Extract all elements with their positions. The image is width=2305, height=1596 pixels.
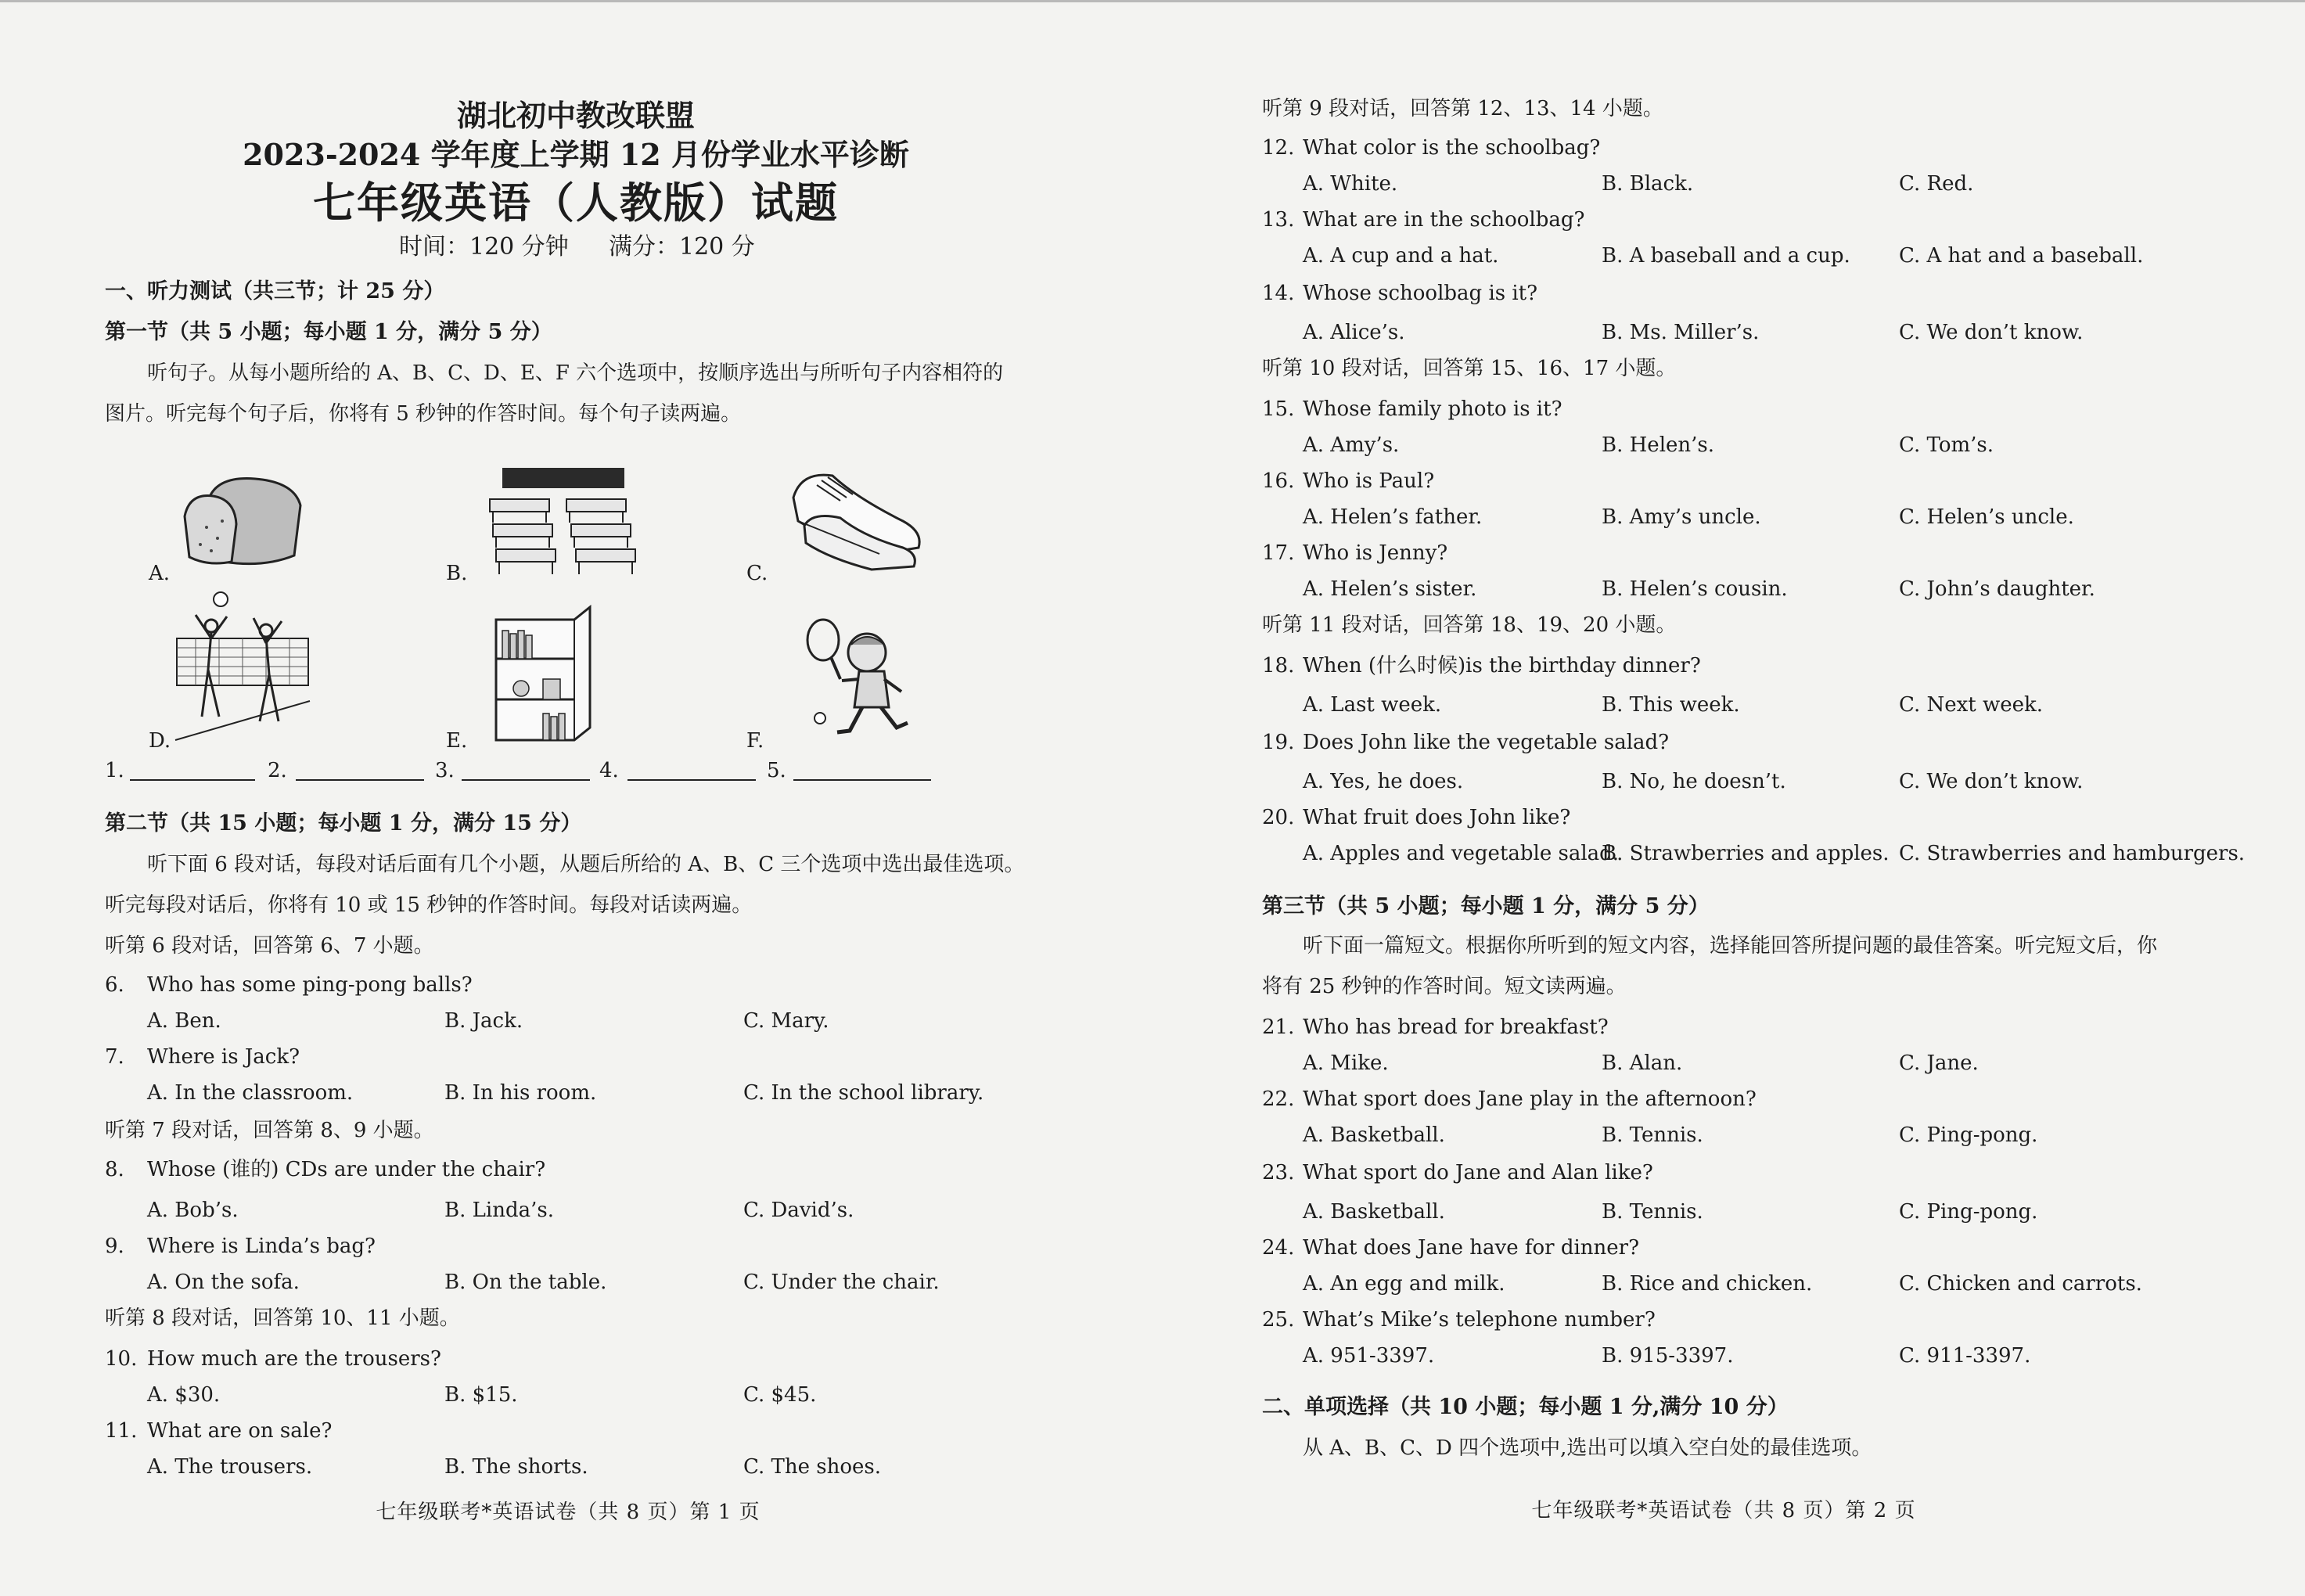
question-text: What color is the schoolbag? xyxy=(1303,136,1601,160)
option-c[interactable]: C. $45. xyxy=(743,1383,817,1407)
question-text: Does John like the vegetable salad? xyxy=(1303,731,1670,754)
question-text: What’s Mike’s telephone number? xyxy=(1303,1308,1656,1332)
tennis-player-icon xyxy=(800,613,917,746)
option-c[interactable]: C. Jane. xyxy=(1899,1051,1979,1075)
sneakers-icon xyxy=(786,466,926,573)
option-c[interactable]: C. Chicken and carrots. xyxy=(1899,1272,2142,1296)
option-a[interactable]: A. Ben. xyxy=(147,1009,221,1033)
option-b[interactable]: B. Linda’s. xyxy=(444,1199,554,1222)
option-b[interactable]: B. A baseball and a cup. xyxy=(1602,244,1850,268)
question-number: 11. xyxy=(105,1419,138,1443)
question-number: 6. xyxy=(105,973,124,997)
option-b[interactable]: B. $15. xyxy=(444,1383,518,1407)
option-a[interactable]: A. Yes, he does. xyxy=(1303,770,1464,793)
question-text: What fruit does John like? xyxy=(1303,806,1571,829)
page-footer: 七年级联考*英语试卷（共 8 页）第 2 页 xyxy=(1531,1499,1916,1522)
question-number: 21. xyxy=(1262,1015,1295,1039)
dialog11-intro: 听第 11 段对话，回答第 18、19、20 小题。 xyxy=(1262,613,1677,637)
question-text: Who is Jenny? xyxy=(1303,541,1448,565)
question-text: What are on sale? xyxy=(147,1419,333,1443)
answer-blank-5[interactable] xyxy=(793,779,931,781)
section3-instruction-cont: 将有 25 秒钟的作答时间。短文读两遍。 xyxy=(1262,975,1627,998)
option-a[interactable]: A. Basketball. xyxy=(1303,1123,1445,1147)
section2-instruction: 听下面 6 段对话，每段对话后面有几个小题，从题后所给的 A、B、C 三个选项中选出最佳选项。 xyxy=(147,853,1025,876)
volleyball-icon xyxy=(172,584,313,748)
answer-blank-4[interactable] xyxy=(627,779,756,781)
answer-blank-2[interactable] xyxy=(296,779,424,781)
option-c[interactable]: C. Helen’s uncle. xyxy=(1899,505,2074,529)
picture-label-f: F. xyxy=(746,729,764,753)
picture-label-d: D. xyxy=(149,729,171,753)
question-text: Who has some ping-pong balls? xyxy=(147,973,473,997)
question-number: 19. xyxy=(1262,731,1295,754)
question-text: Who has bread for breakfast? xyxy=(1303,1015,1609,1039)
question-number: 15. xyxy=(1262,397,1295,421)
option-c[interactable]: C. In the school library. xyxy=(743,1081,984,1105)
option-c[interactable]: C. Tom’s. xyxy=(1899,433,1994,457)
section3-heading: 第三节（共 5 小题；每小题 1 分，满分 5 分） xyxy=(1262,894,1710,918)
option-b[interactable]: B. Helen’s. xyxy=(1602,433,1715,457)
answer-blank-label-4: 4. xyxy=(599,759,619,782)
section2-heading: 第二节（共 15 小题；每小题 1 分，满分 15 分） xyxy=(105,811,582,836)
option-b[interactable]: B. Black. xyxy=(1602,172,1694,196)
question-number: 7. xyxy=(105,1045,124,1069)
option-b[interactable]: B. Tennis. xyxy=(1602,1200,1703,1224)
option-b[interactable]: B. Tennis. xyxy=(1602,1123,1703,1147)
bread-icon xyxy=(177,469,310,571)
section1-heading: 第一节（共 5 小题；每小题 1 分，满分 5 分） xyxy=(105,320,552,344)
option-c[interactable]: C. Red. xyxy=(1899,172,1974,196)
question-text: Who is Paul? xyxy=(1303,469,1435,493)
question-number: 13. xyxy=(1262,208,1295,232)
question-number: 20. xyxy=(1262,806,1295,829)
question-text: What are in the schoolbag? xyxy=(1303,208,1585,232)
question-number: 10. xyxy=(105,1347,138,1371)
question-text: Whose family photo is it? xyxy=(1303,397,1562,421)
question-text: When (什么时候)is the birthday dinner? xyxy=(1303,654,1701,678)
page-footer: 七年级联考*英语试卷（共 8 页）第 1 页 xyxy=(376,1501,761,1524)
question-text: What sport does Jane play in the afternoon? xyxy=(1303,1087,1757,1111)
exam-period-title: 2023-2024 学年度上学期 12 月份学业水平诊断 xyxy=(243,137,909,172)
question-text: What does Jane have for dinner? xyxy=(1303,1236,1640,1260)
dialog10-intro: 听第 10 段对话，回答第 15、16、17 小题。 xyxy=(1262,357,1677,380)
exam-page-2 xyxy=(1152,0,2305,1596)
question-text: Whose schoolbag is it? xyxy=(1303,282,1538,305)
exam-subject-title: 七年级英语（人教版）试题 xyxy=(313,178,839,228)
question-number: 25. xyxy=(1262,1308,1295,1332)
option-c[interactable]: C. Ping-pong. xyxy=(1899,1123,2038,1147)
question-text: How much are the trousers? xyxy=(147,1347,441,1371)
option-b[interactable]: B. Jack. xyxy=(444,1009,523,1033)
exam-full-score: 满分：120 分 xyxy=(609,233,755,261)
option-b[interactable]: B. Helen’s cousin. xyxy=(1602,577,1788,601)
section1-instruction: 听句子。从每小题所给的 A、B、C、D、E、F 六个选项中，按顺序选出与所听句子内容相符的 xyxy=(147,361,1004,385)
option-b[interactable]: B. On the table. xyxy=(444,1271,607,1294)
section1-instruction-cont: 图片。听完每个句子后，你将有 5 秒钟的作答时间。每个句子读两遍。 xyxy=(105,402,742,426)
question-number: 12. xyxy=(1262,136,1295,160)
answer-blank-label-1: 1. xyxy=(105,759,124,782)
option-a[interactable]: A. 951-3397. xyxy=(1303,1344,1435,1368)
answer-blank-1[interactable] xyxy=(130,779,255,781)
option-b[interactable]: B. No, he doesn’t. xyxy=(1602,770,1786,793)
part2-instruction: 从 A、B、C、D 四个选项中,选出可以填入空白处的最佳选项。 xyxy=(1303,1436,1872,1460)
option-c[interactable]: C. A hat and a baseball. xyxy=(1899,244,2144,268)
option-a[interactable]: A. The trousers. xyxy=(147,1455,313,1479)
option-c[interactable]: C. Next week. xyxy=(1899,693,2044,717)
question-number: 23. xyxy=(1262,1161,1295,1184)
option-b[interactable]: B. This week. xyxy=(1602,693,1740,717)
part2-heading: 二、单项选择（共 10 小题；每小题 1 分,满分 10 分） xyxy=(1262,1395,1789,1419)
section2-instruction-cont: 听完每段对话后，你将有 10 或 15 秒钟的作答时间。每段对话读两遍。 xyxy=(105,893,753,917)
option-c[interactable]: C. 911-3397. xyxy=(1899,1344,2031,1368)
exam-time: 时间：120 分钟 xyxy=(399,233,569,261)
alliance-title: 湖北初中教改联盟 xyxy=(456,98,696,133)
option-a[interactable]: A. Bob’s. xyxy=(147,1199,239,1222)
question-number: 9. xyxy=(105,1235,124,1258)
picture-label-b: B. xyxy=(446,562,468,585)
question-text: Where is Jack? xyxy=(147,1045,300,1069)
option-a[interactable]: A. Last week. xyxy=(1303,693,1442,717)
option-a[interactable]: A. Apples and vegetable salad. xyxy=(1303,842,1620,865)
question-text: What sport do Jane and Alan like? xyxy=(1303,1161,1653,1184)
dialog7-intro: 听第 7 段对话，回答第 8、9 小题。 xyxy=(105,1119,434,1142)
option-c[interactable]: C. The shoes. xyxy=(743,1455,881,1479)
question-number: 18. xyxy=(1262,654,1295,678)
option-b[interactable]: B. 915-3397. xyxy=(1602,1344,1734,1368)
option-c[interactable]: C. David’s. xyxy=(743,1199,854,1222)
option-a[interactable]: A. Helen’s father. xyxy=(1303,505,1483,529)
option-a[interactable]: A. Helen’s sister. xyxy=(1303,577,1477,601)
option-b[interactable]: B. Strawberries and apples. xyxy=(1602,842,1890,865)
option-a[interactable]: A. $30. xyxy=(147,1383,221,1407)
option-a[interactable]: A. Basketball. xyxy=(1303,1200,1445,1224)
answer-blank-label-3: 3. xyxy=(435,759,455,782)
answer-blank-label-2: 2. xyxy=(268,759,287,782)
option-b[interactable]: B. Rice and chicken. xyxy=(1602,1272,1813,1296)
option-b[interactable]: B. Ms. Miller’s. xyxy=(1602,321,1760,344)
question-text: Where is Linda’s bag? xyxy=(147,1235,376,1258)
section3-instruction: 听下面一篇短文。根据你所听到的短文内容，选择能回答所提问题的最佳答案。听完短文后，你 xyxy=(1303,934,2158,958)
option-c[interactable]: C. Under the chair. xyxy=(743,1271,940,1294)
dialog8-intro: 听第 8 段对话，回答第 10、11 小题。 xyxy=(105,1307,460,1330)
answer-blank-3[interactable] xyxy=(462,779,590,781)
question-number: 22. xyxy=(1262,1087,1295,1111)
question-number: 8. xyxy=(105,1158,124,1181)
option-a[interactable]: A. Alice’s. xyxy=(1303,321,1405,344)
picture-label-a: A. xyxy=(149,562,171,585)
option-a[interactable]: A. In the classroom. xyxy=(147,1081,354,1105)
question-number: 14. xyxy=(1262,282,1295,305)
option-c[interactable]: C. Mary. xyxy=(743,1009,829,1033)
option-a[interactable]: A. An egg and milk. xyxy=(1303,1272,1505,1296)
question-number: 16. xyxy=(1262,469,1295,493)
option-a[interactable]: A. A cup and a hat. xyxy=(1303,244,1499,268)
question-number: 17. xyxy=(1262,541,1295,565)
bookcase-icon xyxy=(488,604,598,745)
picture-label-c: C. xyxy=(746,562,768,585)
option-a[interactable]: A. Mike. xyxy=(1303,1051,1389,1075)
option-a[interactable]: A. Amy’s. xyxy=(1303,433,1400,457)
option-c[interactable]: C. John’s daughter. xyxy=(1899,577,2095,601)
option-c[interactable]: C. We don’t know. xyxy=(1899,321,2084,344)
option-b[interactable]: B. In his room. xyxy=(444,1081,597,1105)
answer-blank-label-5: 5. xyxy=(767,759,786,782)
option-b[interactable]: B. Alan. xyxy=(1602,1051,1683,1075)
dialog9-intro: 听第 9 段对话，回答第 12、13、14 小题。 xyxy=(1262,97,1663,120)
dialog6-intro: 听第 6 段对话，回答第 6、7 小题。 xyxy=(105,934,434,958)
option-c[interactable]: C. Ping-pong. xyxy=(1899,1200,2038,1224)
exam-page-1 xyxy=(0,0,1152,1596)
classroom-icon xyxy=(485,466,642,577)
option-b[interactable]: B. Amy’s uncle. xyxy=(1602,505,1761,529)
option-c[interactable]: C. We don’t know. xyxy=(1899,770,2084,793)
question-number: 24. xyxy=(1262,1236,1295,1260)
option-a[interactable]: A. On the sofa. xyxy=(147,1271,300,1294)
question-text: Whose (谁的) CDs are under the chair? xyxy=(147,1158,546,1181)
option-c[interactable]: C. Strawberries and hamburgers. xyxy=(1899,842,2246,865)
option-b[interactable]: B. The shorts. xyxy=(444,1455,588,1479)
option-a[interactable]: A. White. xyxy=(1303,172,1398,196)
picture-label-e: E. xyxy=(446,729,468,753)
part1-heading: 一、听力测试（共三节；计 25 分） xyxy=(105,279,445,304)
